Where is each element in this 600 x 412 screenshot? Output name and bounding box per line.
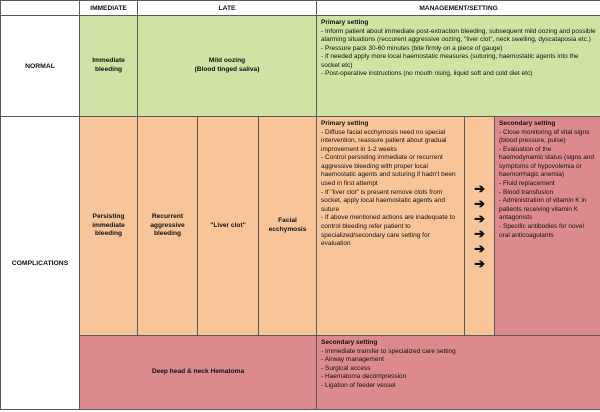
primary-item: - Diffuse facial ecchymosis need no special intervention, reassure patient about gradual improvement in 1-2 weeks [321,128,447,153]
row-label-complications: COMPLICATIONS [1,117,80,410]
normal-immediate-cell: Immediate bleeding [80,16,138,117]
row-label-normal: NORMAL [1,16,80,117]
header-row [1,1,600,16]
hematoma-item: - Haematoma decompression [321,373,407,381]
normal-management-cell [317,16,600,117]
hematoma-management-cell [317,336,600,410]
normal-item: - Inform patient about immediate post-extraction bleeding, subsequent mild oozing and possible alarming situations (reccurent aggressive oozing, "liver clot", neck swelling, dyscataposia etc.) [321,27,596,44]
right-arrow-icon: ➔ [474,225,485,241]
right-arrow-icon: ➔ [474,240,485,256]
hematoma-item: - Ligation of feeder vessel [321,381,396,389]
hematoma-label-cell: Deep head & neck Hematoma [80,336,317,410]
secondary-item: - Administration of vitamin K in patients receiving vitamin K antagonists [499,197,587,222]
complication-late-liver-clot: "Liver clot" [198,117,259,336]
right-arrow-icon: ➔ [474,255,485,271]
complication-primary-cell [317,117,465,336]
normal-setting-title: Primary setting [321,19,369,26]
header-immediate: IMMEDIATE [80,1,138,16]
normal-row [1,16,600,117]
secondary-item: - Fluid replacement [499,180,555,188]
secondary-item: - Specific antibodies for novel oral anticoagulants [499,222,584,239]
right-arrow-icon: ➔ [474,180,485,196]
hematoma-item: - Airway management [321,356,384,364]
hematoma-item: - Immediate transfer to specialized care setting [321,347,456,355]
header-blank [1,1,80,16]
complication-late-recurrent: Recurrent aggressive bleeding [138,117,198,336]
primary-item: - If above mentioned actions are inadequate to control bleeding refer patient to specialized/secondary care setting for evaluation [321,214,456,248]
hematoma-row [1,336,600,410]
secondary-setting-title: Secondary setting [499,120,556,127]
primary-item: - Control persisting immediate or recurrent aggressive bleeding with proper local haemostatic agents and suturing if hadn't been used in first attempt [321,154,456,188]
normal-late-cell: Mild oozing (Blood tinged saliva) [138,16,317,117]
header-late: LATE [138,1,317,16]
normal-item: - Pressure pack 30-60 minutes (bite firmly on a piece of gauge) [321,44,503,52]
normal-item: - If needed apply more local haemostatic measures (suturing, haemostatic agents into the socket etc) [321,53,579,69]
right-arrow-icon: ➔ [474,210,485,226]
primary-setting-title: Primary setting [321,120,369,127]
secondary-item: - Blood transfusion [499,188,554,196]
complication-late-facial-ecchymosis: Facial ecchymosis [259,117,317,336]
complication-secondary-cell [495,117,600,336]
primary-item: - If "liver clot" is present remove clots from socket, apply local haemostatic agents and suture [321,188,445,213]
header-management: MANAGEMENT/SETTING [317,1,600,16]
normal-item: - Post-operative instructions (no mouth rising, liquid soft and cold diet etc) [321,70,533,78]
arrow-column [465,117,495,336]
hematoma-setting-title: Secondary setting [321,339,378,346]
complication-immediate-cell: Persisting immediate bleeding [80,117,138,336]
complications-row [1,117,600,336]
secondary-item: - Evaluation of the haemodynamic status (signs and symptoms of hypovolemia or haemorrhagic anemia) [499,145,595,179]
right-arrow-icon: ➔ [474,195,485,211]
secondary-item: - Close monitoring of vital signs (blood pressure, pulse) [499,128,590,145]
hematoma-item: - Surgical access [321,364,371,372]
